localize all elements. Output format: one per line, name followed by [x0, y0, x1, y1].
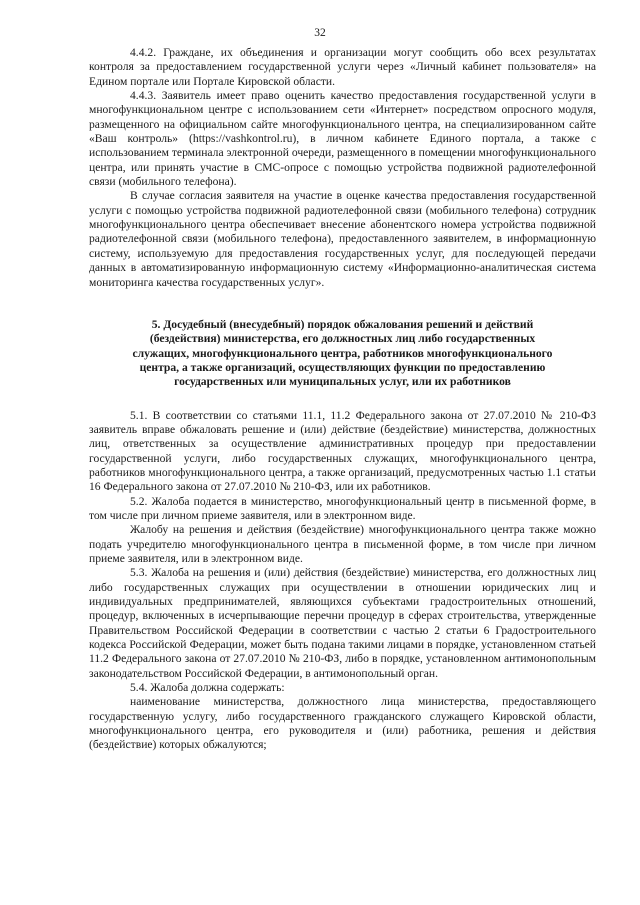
paragraph-4-4-2: 4.4.2. Граждане, их объединения и организации могут сообщить обо всех результатах контроля за предоставлением государственной услуги через «Личный кабинет пользователя» на Едином портале или Портале Кировской области.	[89, 46, 596, 88]
paragraph-5-2: 5.2. Жалоба подается в министерство, многофункциональный центр в письменной форме, в том числе при личном приеме заявителя, или в электронном виде.	[89, 494, 596, 522]
section-heading: 5. Досудебный (внесудебный) порядок обжалования решений и действий (бездействия) министерства, его должностных лиц либо государственных служащих, многофункционального центра, работников многофункционального центра, а также организаций, осуществляющих функции по предоставлению государственных или муниципальных услуг, или их работников	[132, 317, 553, 389]
paragraph-mfc-complaint: Жалобу на решения и действия (бездействие) многофункционального центра также можно подать учредителю многофункционального центра в письменной форме, в том числе при личном приеме заявителя, или в электронном виде.	[89, 523, 596, 565]
paragraph-4-4-3: 4.4.3. Заявитель имеет право оценить качество предоставления государственной услуги в многофункциональном центре с использованием сети «Интернет» посредством опросного модуля, размещенного на официальном сайте многофункционального центра, на специализированном сайте «Ваш контроль» (https://vashkontrol.ru), в личном кабинете Единого портала, а также с использованием терминала электронной очереди, размещенного в помещении многофункционального центра, или принять участие в СМС-опросе с помощью устройства подвижной радиотелефонной связи (мобильного телефона).	[89, 89, 596, 189]
paragraph-mobile-consent: В случае согласия заявителя на участие в оценке качества предоставления государственной услуги с помощью устройства подвижной радиотелефонной связи (мобильного телефона) сотрудник многофункционального центра обеспечивает внесение абонентского номера устройства подвижной радиотелефонной связи (мобильного телефона), предоставленного заявителем, в информационную систему, используемую для предоставления государственных услуг, для последующей передачи данных в автоматизированную информационную систему «Информационно-аналитическая система мониторинга качества государственных услуг».	[89, 189, 596, 289]
paragraph-5-4: 5.4. Жалоба должна содержать:	[130, 681, 285, 695]
paragraph-complaint-contents: наименование министерства, должностного лица министерства, предоставляющего государственную услугу, либо государственного гражданского служащего Кировской области, многофункционального центра, его руководителя и (или) работника, решения и действия (бездействие) которых обжалуются;	[89, 695, 596, 752]
paragraph-5-1: 5.1. В соответствии со статьями 11.1, 11.2 Федерального закона от 27.07.2010 № 210-ФЗ заявитель вправе обжаловать решение и (или) действие (бездействие) министерства, должностных лиц, ответственных за осуществление административных процедур при предоставлении государственной услуги, либо государственных служащих, многофункционального центра, работников многофункционального центра, а также организаций, предусмотренных частью 1.1 статьи 16 Федерального закона от 27.07.2010 № 210-ФЗ, или их работников.	[89, 408, 596, 494]
page-number: 32	[314, 27, 326, 39]
document-body	[89, 46, 596, 753]
paragraph-5-3: 5.3. Жалоба на решения и (или) действия (бездействие) министерства, его должностных лиц либо государственных служащих при осуществлении в отношении юридических лиц и индивидуальных предпринимателей, являющихся субъектами градостроительных отношений, процедур, включенных в исчерпывающие перечни процедур в сферах строительства, утвержденные Правительством Российской Федерации в соответствии с частью 2 статьи 6 Градостроительного кодекса Российской Федерации, может быть подана такими лицами в порядке, установленном статьей 11.2 Федерального закона от 27.07.2010 № 210-ФЗ, либо в порядке, установленном антимонопольным законодательством Российской Федерации, в антимонопольный орган.	[89, 566, 596, 680]
